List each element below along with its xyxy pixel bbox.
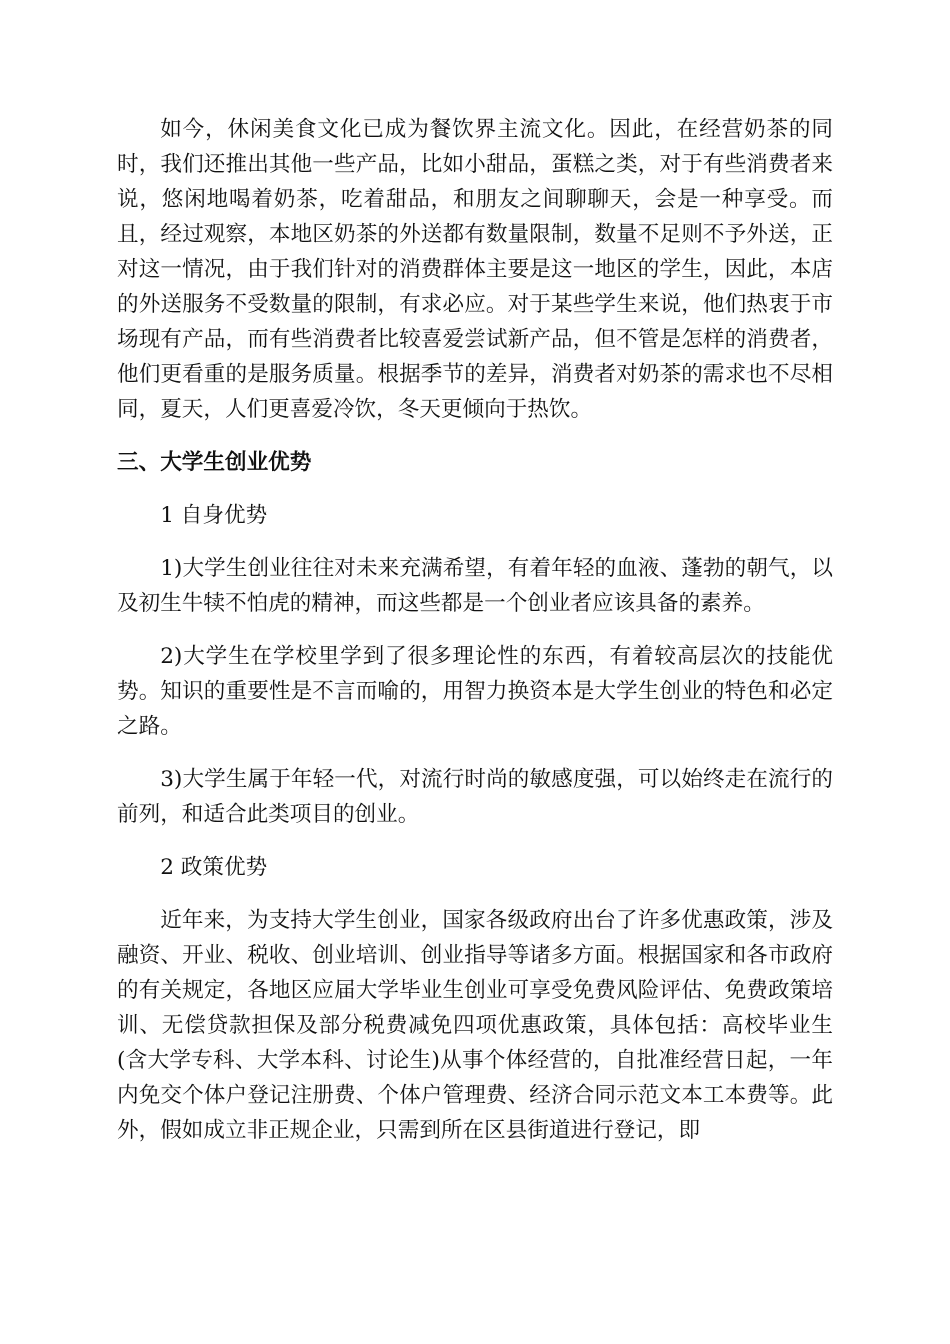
self-advantage-point-2: 2)大学生在学校里学到了很多理论性的东西，有着较高层次的技能优势。知识的重要性是不言而喻的，用智力换资本是大学生创业的特色和必定之路。 [117,644,833,739]
self-advantage-point-3: 3)大学生属于年轻一代，对流行时尚的敏感度强，可以始终走在流行的前列，和适合此类项目的创业。 [117,767,833,827]
section-heading: 三、大学生创业优势 [117,450,312,475]
self-advantage-point-1: 1)大学生创业往往对未来充满希望，有着年轻的血液、蓬勃的朝气，以及初生牛犊不怕虎的精神，而这些都是一个创业者应该具备的素养。 [117,556,833,616]
document-page [117,112,833,1148]
intro-paragraph: 如今，休闲美食文化已成为餐饮界主流文化。因此，在经营奶茶的同时，我们还推出其他一些产品，比如小甜品，蛋糕之类，对于有些消费者来说，悠闲地喝着奶茶，吃着甜品，和朋友之间聊聊天，会是一种享受。而且，经过观察，本地区奶茶的外送都有数量限制，数量不足则不予外送，正对这一情况，由于我们针对的消费群体主要是这一地区的学生，因此，本店的外送服务不受数量的限制，有求必应。对于某些学生来说，他们热衷于市场现有产品，而有些消费者比较喜爱尝试新产品，但不管是怎样的消费者，他们更看重的是服务质量。根据季节的差异，消费者对奶茶的需求也不尽相同，夏天，人们更喜爱冷饮，冬天更倾向于热饮。 [117,117,833,422]
policy-paragraph: 近年来，为支持大学生创业，国家各级政府出台了许多优惠政策，涉及融资、开业、税收、创业培训、创业指导等诸多方面。根据国家和各市政府的有关规定，各地区应届大学毕业生创业可享受免费风险评估、免费政策培训、无偿贷款担保及部分税费减免四项优惠政策，具体包括：高校毕业生(含大学专科、大学本科、讨论生)从事个体经营的，自批准经营日起，一年内免交个体户登记注册费、个体户管理费、经济合同示范文本工本费等。此外，假如成立非正规企业，只需到所在区县街道进行登记，即 [117,908,833,1143]
subsection-title-self-advantage: 1 自身优势 [160,503,268,528]
subsection-title-policy-advantage: 2 政策优势 [160,855,268,880]
